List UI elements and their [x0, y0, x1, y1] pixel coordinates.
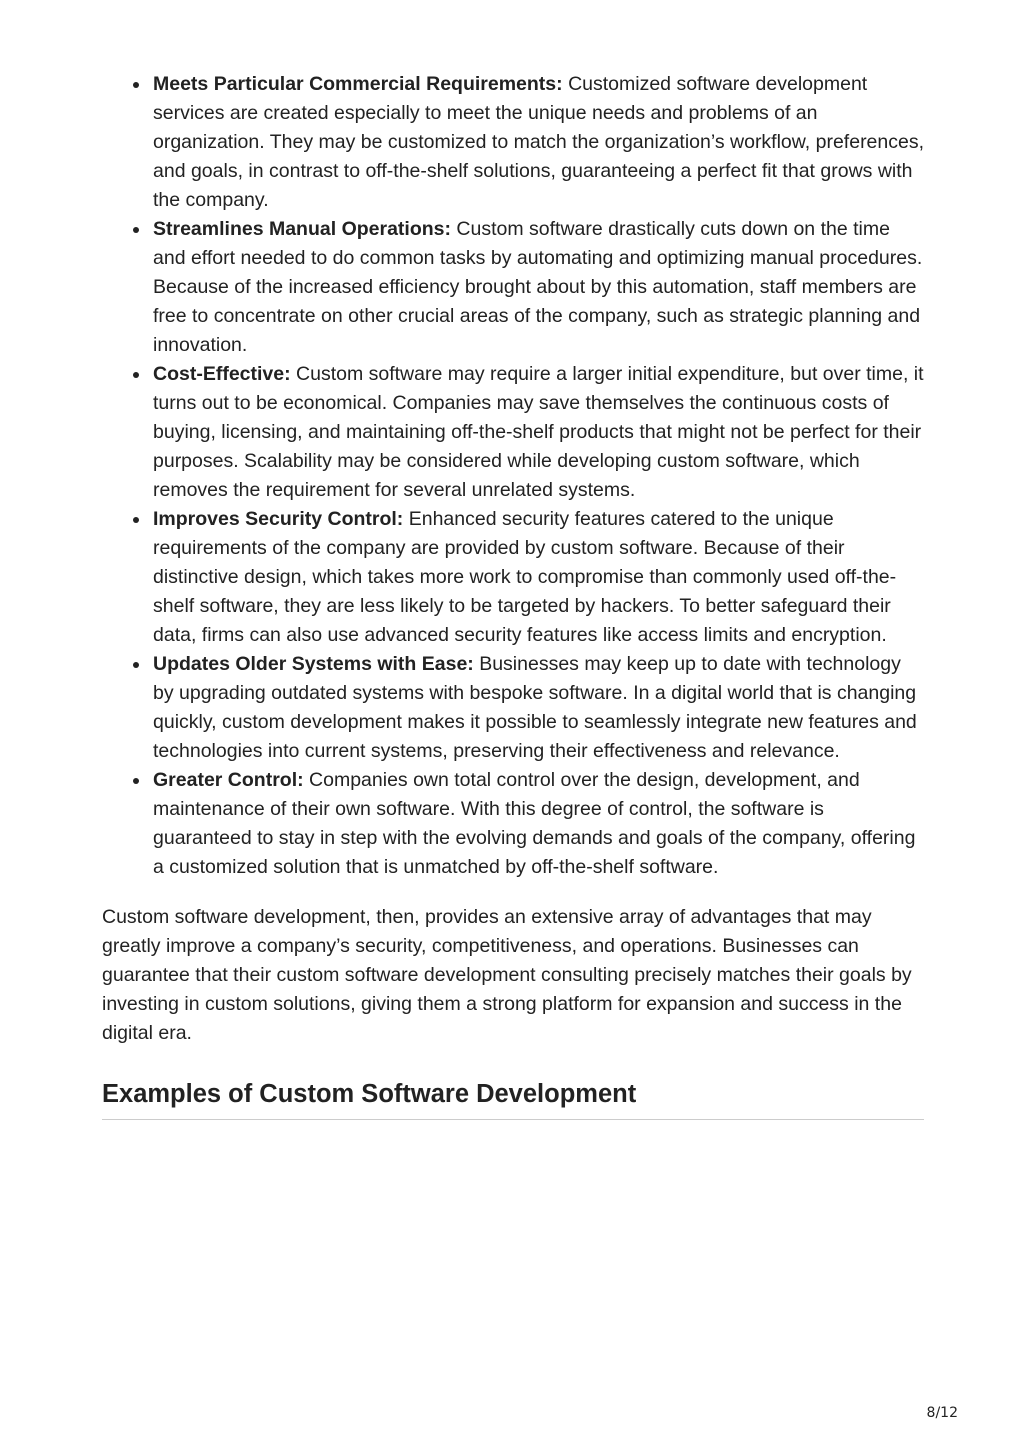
bullet-icon [133, 662, 139, 668]
list-item-term: Improves Security Control: [153, 508, 404, 530]
bullet-icon [133, 372, 139, 378]
benefits-list [102, 70, 924, 882]
list-item-term: Greater Control: [153, 769, 304, 791]
list-item-term: Streamlines Manual Operations: [153, 218, 451, 240]
list-item [153, 505, 924, 650]
list-item-text: Businesses may keep up to date with technology by upgrading outdated systems with bespoke software. In a digital world that is changing quickly, custom development makes it possible to seamlessly integrate new features and technologies into current systems, preserving their effectiveness and relevance. [153, 653, 917, 762]
bullet-icon [133, 227, 139, 233]
list-item [153, 766, 924, 882]
list-item [153, 650, 924, 766]
summary-paragraph: Custom software development, then, provides an extensive array of advantages that may greatly improve a company’s security, competitiveness, and operations. Businesses can guarantee that their custom software development consulting precisely matches their goals by investing in custom solutions, giving them a strong platform for expansion and success in the digital era. [102, 906, 912, 1044]
list-item-text: Enhanced security features catered to the unique requirements of the company are provided by custom software. Because of their distinctive design, which takes more work to compromise than commonly used off-the-shelf software, they are less likely to be targeted by hackers. To better safeguard their data, firms can also use advanced security features like access limits and encryption. [153, 508, 897, 646]
list-item [153, 360, 924, 505]
list-item-text: Custom software drastically cuts down on the time and effort needed to do common tasks by automating and optimizing manual procedures. Because of the increased efficiency brought about by this automation, staff members are free to concentrate on other crucial areas of the company, such as strategic planning and innovation. [153, 218, 923, 356]
list-item-text: Custom software may require a larger initial expenditure, but over time, it turns out to be economical. Companies may save themselves the continuous costs of buying, licensing, and maintaining off-the-shelf products that might not be perfect for their purposes. Scalability may be considered while developing custom software, which removes the requirement for several unrelated systems. [153, 363, 924, 501]
list-item-term: Updates Older Systems with Ease: [153, 653, 474, 675]
list-item-text: Customized software development services are created especially to meet the unique needs and problems of an organization. They may be customized to match the organization’s workflow, preferences, and goals, in contrast to off-the-shelf solutions, guaranteeing a perfect fit that grows with the company. [153, 73, 925, 211]
list-item-text: Companies own total control over the design, development, and maintenance of their own software. With this degree of control, the software is guaranteed to stay in step with the evolving demands and goals of the company, offering a customized solution that is unmatched by off-the-shelf software. [153, 769, 916, 878]
document-page [102, 70, 924, 1120]
bullet-icon [133, 517, 139, 523]
page-number: 8/12 [926, 1405, 958, 1421]
list-item-term: Cost-Effective: [153, 363, 291, 385]
section-heading: Examples of Custom Software Development [102, 1078, 924, 1120]
list-item-term: Meets Particular Commercial Requirements: [153, 73, 563, 95]
bullet-icon [133, 82, 139, 88]
list-item [153, 215, 924, 360]
bullet-icon [133, 778, 139, 784]
list-item [153, 70, 924, 215]
